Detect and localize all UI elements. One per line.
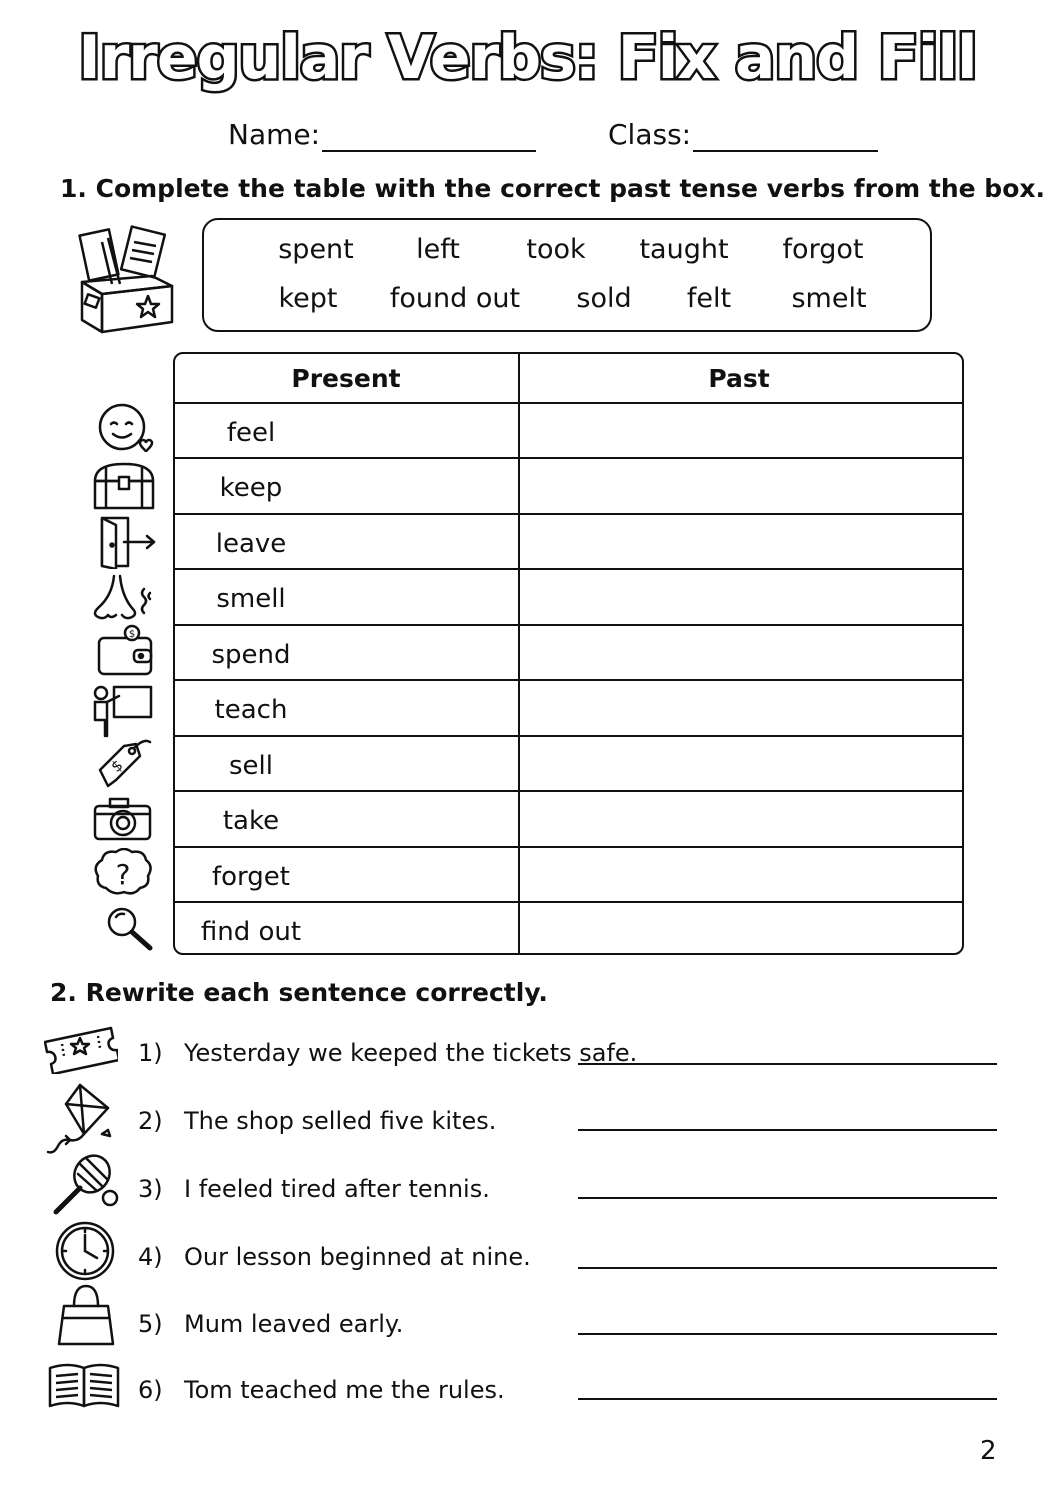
word-spent: spent: [278, 234, 354, 265]
present-cell: leave: [215, 529, 287, 559]
word-sold: sold: [576, 283, 632, 314]
sentence-text: Our lesson beginned at nine.: [184, 1243, 531, 1271]
camera-icon: [92, 796, 154, 842]
past-answer-cell[interactable]: [520, 459, 962, 511]
past-answer-cell[interactable]: [520, 681, 962, 733]
past-answer-cell[interactable]: [520, 570, 962, 622]
sentence-text: Yesterday we keeped the tickets safe.: [184, 1039, 638, 1067]
sentence-text: Tom teached me the rules.: [184, 1376, 505, 1404]
word-left: left: [416, 234, 460, 265]
word-kept: kept: [278, 283, 338, 314]
sentence-number: 4): [138, 1243, 163, 1271]
word-felt: felt: [686, 283, 732, 314]
worksheet-title: Irregular Verbs: Fix and Fill: [78, 23, 977, 93]
price-tag-icon: [94, 736, 156, 792]
sentence-number: 3): [138, 1175, 163, 1203]
name-label: Name:: [228, 118, 321, 151]
name-field[interactable]: [322, 150, 536, 152]
past-answer-cell[interactable]: [520, 626, 962, 678]
word-forgot: forgot: [782, 234, 864, 265]
class-label: Class:: [608, 118, 692, 151]
section1-instruction: 1. Complete the table with the correct past tense verbs from the box.: [60, 174, 1045, 203]
word-smelt: smelt: [791, 283, 867, 314]
answer-line[interactable]: [578, 1398, 997, 1400]
past-answer-cell[interactable]: [520, 848, 962, 900]
ticket-icon: [44, 1024, 118, 1074]
sentence-number: 6): [138, 1376, 163, 1404]
present-cell: sell: [229, 751, 273, 781]
sentence-text: The shop selled five kites.: [184, 1107, 497, 1135]
magnifying-glass-icon: [104, 905, 158, 953]
present-cell: take: [222, 806, 280, 836]
page-number: 2: [980, 1436, 997, 1466]
past-answer-cell[interactable]: [520, 792, 962, 844]
answer-line[interactable]: [578, 1063, 997, 1065]
teacher-board-icon: [90, 682, 154, 738]
word-taught: taught: [639, 234, 729, 265]
sentence-text: I feeled tired after tennis.: [184, 1175, 490, 1203]
kite-icon: [46, 1082, 114, 1156]
table-header-past: Past: [708, 364, 770, 393]
sentence-number: 5): [138, 1310, 163, 1338]
answer-line[interactable]: [578, 1333, 997, 1335]
present-cell: forget: [212, 862, 290, 892]
sentence-number: 2): [138, 1107, 163, 1135]
svg-text:$: $: [128, 629, 136, 640]
present-cell: keep: [219, 473, 283, 503]
sentence-number: 1): [138, 1039, 163, 1067]
wallet-icon: [96, 624, 156, 676]
question-cloud-icon: [94, 848, 154, 898]
svg-text:$: $: [107, 756, 127, 776]
table-header-present: Present: [291, 364, 401, 393]
present-cell: spend: [211, 640, 291, 670]
answer-line[interactable]: [578, 1197, 997, 1199]
section2-instruction: 2. Rewrite each sentence correctly.: [50, 978, 548, 1007]
present-cell: feel: [226, 418, 276, 448]
sentence-text: Mum leaved early.: [184, 1310, 404, 1338]
present-cell: find out: [200, 917, 302, 947]
past-answer-cell[interactable]: [520, 903, 962, 953]
word-took: took: [526, 234, 586, 265]
nose-icon: [92, 573, 156, 621]
word-found-out: found out: [389, 283, 521, 314]
smiley-face-icon: [96, 403, 156, 453]
clock-icon: [54, 1220, 116, 1282]
present-cell: smell: [216, 584, 286, 614]
past-answer-cell[interactable]: [520, 737, 962, 789]
door-exit-icon: [98, 515, 158, 569]
class-field[interactable]: [693, 150, 878, 152]
treasure-chest-icon: [92, 461, 156, 511]
past-answer-cell[interactable]: [520, 404, 962, 456]
stationery-box-icon: [78, 224, 178, 334]
past-answer-cell[interactable]: [520, 515, 962, 567]
answer-line[interactable]: [578, 1129, 997, 1131]
answer-line[interactable]: [578, 1267, 997, 1269]
present-cell: teach: [214, 695, 288, 725]
open-book-icon: [46, 1360, 122, 1412]
tennis-racket-icon: [50, 1152, 120, 1218]
svg-text:?: ?: [115, 858, 131, 891]
handbag-icon: [56, 1284, 116, 1348]
